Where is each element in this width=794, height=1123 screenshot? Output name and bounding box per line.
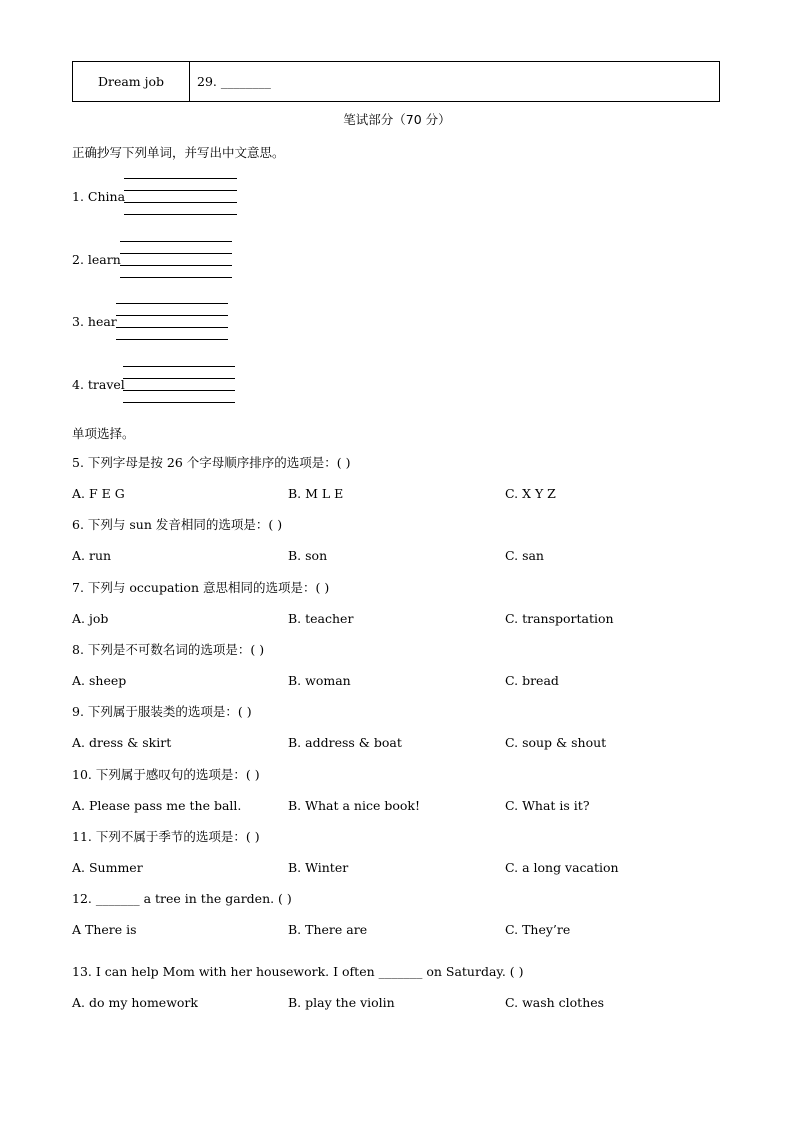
question-7-option-b[interactable]: B. teacher <box>288 611 354 626</box>
question-10-option-c[interactable]: C. What is it? <box>505 798 590 813</box>
section-title: 笔试部分（70 分） <box>343 112 451 127</box>
writing-line <box>124 202 237 203</box>
mc-instruction: 单项选择。 <box>72 426 135 441</box>
question-11-stem: 11. 下列不属于季节的选项是：( ) <box>72 829 260 844</box>
writing-line <box>123 378 235 379</box>
question-8-option-b[interactable]: B. woman <box>288 673 351 688</box>
writing-line <box>116 339 228 340</box>
table-label: Dream job <box>73 62 190 101</box>
question-11-option-a[interactable]: A. Summer <box>72 860 143 875</box>
writing-line <box>123 366 235 367</box>
question-8-option-a[interactable]: A. sheep <box>72 673 127 688</box>
question-13-option-b[interactable]: B. play the violin <box>288 995 395 1010</box>
writing-line <box>116 327 228 328</box>
writing-line <box>123 402 235 403</box>
copy-word-1: 1. China <box>72 189 126 204</box>
copy-word-2: 2. learn <box>72 252 121 267</box>
question-9-stem: 9. 下列属于服装类的选项是：( ) <box>72 704 252 719</box>
writing-line <box>120 253 232 254</box>
question-12-stem: 12. _______ a tree in the garden. ( ) <box>72 891 292 906</box>
question-12-option-c[interactable]: C. They’re <box>505 922 571 937</box>
question-6-option-c[interactable]: C. san <box>505 548 544 563</box>
question-8-option-c[interactable]: C. bread <box>505 673 559 688</box>
copy-instruction: 正确抄写下列单词，并写出中文意思。 <box>72 145 285 160</box>
copy-word-3: 3. hear <box>72 314 117 329</box>
copy-word-4: 4. travel <box>72 377 125 392</box>
question-9-option-c[interactable]: C. soup & shout <box>505 735 607 750</box>
question-10-option-a[interactable]: A. Please pass me the ball. <box>72 798 242 813</box>
writing-line <box>120 265 232 266</box>
question-12-option-b[interactable]: B. There are <box>288 922 368 937</box>
question-13-option-a[interactable]: A. do my homework <box>72 995 198 1010</box>
writing-line <box>116 303 228 304</box>
writing-line <box>124 214 237 215</box>
question-5-option-b[interactable]: B. M L E <box>288 486 344 501</box>
question-6-stem: 6. 下列与 sun 发音相同的选项是：( ) <box>72 517 283 532</box>
question-10-option-b[interactable]: B. What a nice book! <box>288 798 420 813</box>
question-9-option-a[interactable]: A. dress & skirt <box>72 735 172 750</box>
question-6-option-a[interactable]: A. run <box>72 548 112 563</box>
question-5-option-a[interactable]: A. F E G <box>72 486 125 501</box>
answer-29: 29. ________ <box>197 73 271 89</box>
question-12-option-a[interactable]: A There is <box>72 922 137 937</box>
writing-line <box>116 315 228 316</box>
question-5-option-c[interactable]: C. X Y Z <box>505 486 556 501</box>
question-8-stem: 8. 下列是不可数名词的选项是：( ) <box>72 642 265 657</box>
question-7-stem: 7. 下列与 occupation 意思相同的选项是：( ) <box>72 580 330 595</box>
question-11-option-c[interactable]: C. a long vacation <box>505 860 619 875</box>
question-7-option-a[interactable]: A. job <box>72 611 109 626</box>
writing-line <box>124 178 237 179</box>
question-5-stem: 5. 下列字母是按 26 个字母顺序排序的选项是：( ) <box>72 455 351 470</box>
writing-line <box>124 190 237 191</box>
question-13-stem: 13. I can help Mom with her housework. I often _______ on Saturday. ( ) <box>72 964 524 979</box>
question-7-option-c[interactable]: C. transportation <box>505 611 614 626</box>
writing-line <box>123 390 235 391</box>
question-9-option-b[interactable]: B. address & boat <box>288 735 402 750</box>
question-11-option-b[interactable]: B. Winter <box>288 860 349 875</box>
question-13-option-c[interactable]: C. wash clothes <box>505 995 605 1010</box>
dream-job-table <box>72 61 720 102</box>
writing-line <box>120 241 232 242</box>
question-6-option-b[interactable]: B. son <box>288 548 328 563</box>
question-10-stem: 10. 下列属于感叹句的选项是：( ) <box>72 767 260 782</box>
writing-line <box>120 277 232 278</box>
